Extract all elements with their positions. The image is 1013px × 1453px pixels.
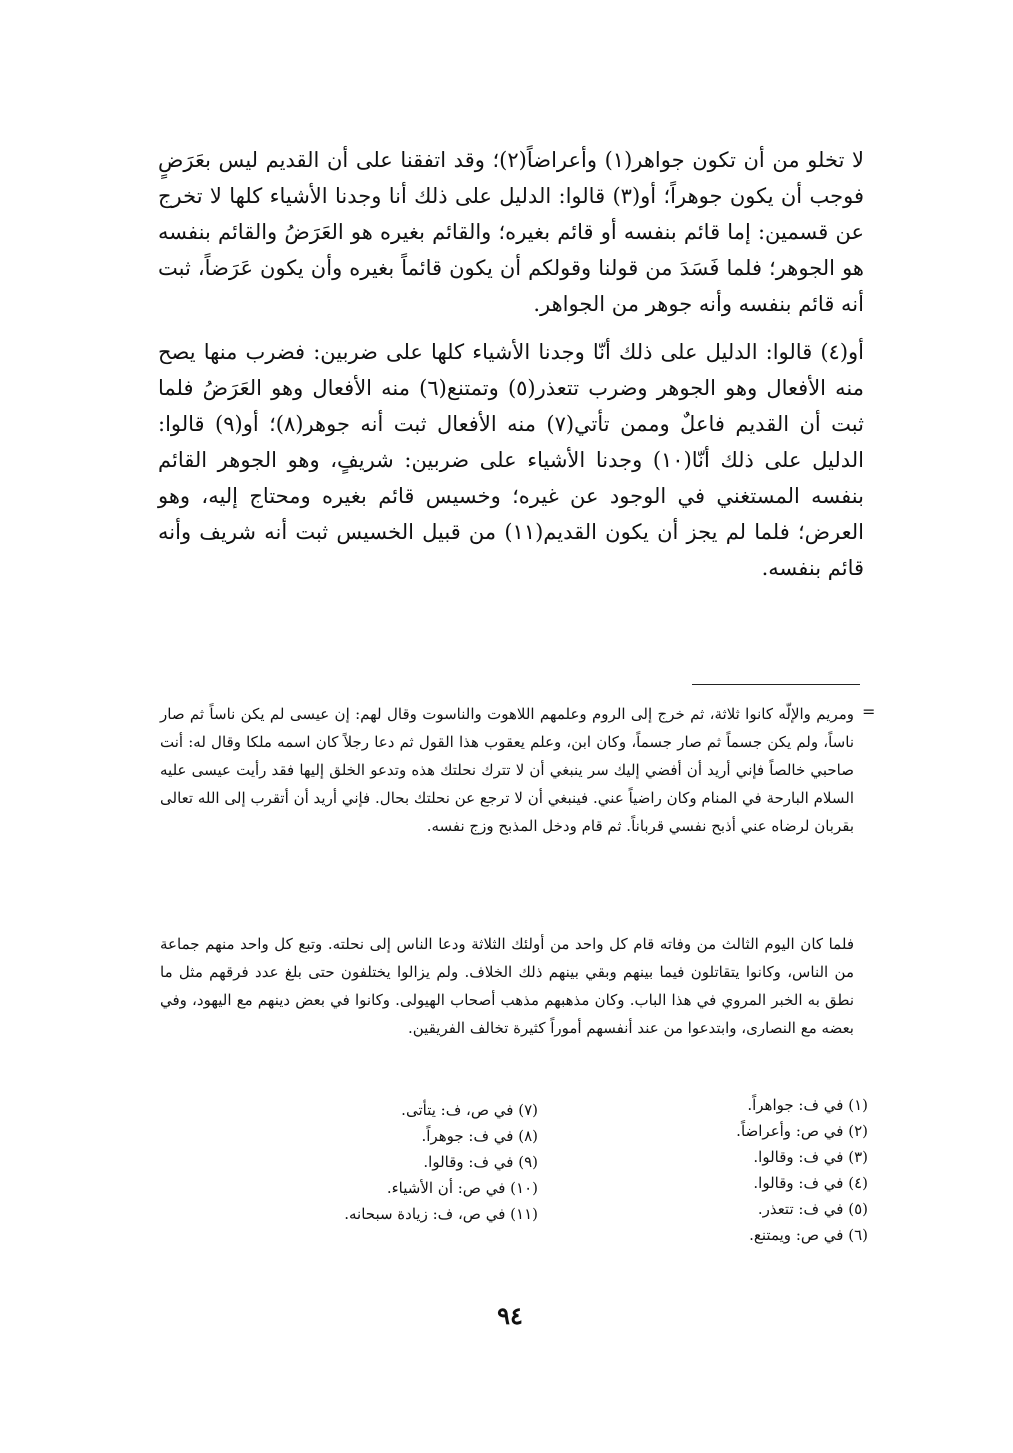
main-paragraph-1: لا تخلو من أن تكون جواهر(١) وأعراضاً(٢)؛ وقد اتفقنا على أن القديم ليس بعَرَضٍ فوجب أن يكون جوهراً؛ أو(٣) قالوا: الدليل على ذلك أنا وجدنا الأشياء كلها لا تخرج عن قسمين: إما قائم بنفسه أو قائم بغيره؛ والقائم بغيره هو العَرَضُ والقائم بنفسه هو الجوهر؛ فلما فَسَدَ من قولنا وقولكم أن يكون قائماً بغيره وأن يكون عَرَضاً، ثبت أنه قائم بنفسه وأنه جوهر من الجواهر. (158, 148, 864, 316)
footnote-5: (٥) في ف: تتعذر. (757, 1200, 868, 1218)
main-text (158, 142, 864, 586)
continued-note-paragraph-2: فلما كان اليوم الثالث من وفاته قام كل واحد من أولئك الثلاثة ودعا الناس إلى نحلته. وتبع كل واحد منهم جماعة من الناس، وكانوا يتقاتلون فيما بينهم وبقي بينهم ذلك الخلاف. ولم يزالوا يختلفون حتى بلغ عدد فرقهم مثل ما نطق به الخبر المروي في هذا الباب. وكان مذهبهم مذهب أصحاب الهيولى. وكانوا في بعض دينهم مع اليهود، وفي بعضه مع النصارى، وابتدعوا من عند أنفسهم أموراً كثيرة تخالف الفريقين. (160, 935, 854, 1037)
footnote-8: (٨) في ف: جوهراً. (421, 1127, 538, 1145)
footnotes-right-column (608, 1092, 868, 1248)
main-paragraph-2: أو(٤) قالوا: الدليل على ذلك أنّا وجدنا الأشياء كلها على ضربين: فضرب منها يصح منه الأفعال وهو الجوهر وضرب تتعذر(٥) وتمتنع(٦) منه الأفعال وهو العَرَضُ فلما ثبت أن القديم فاعلٌ وممن تأتي(٧) منه الأفعال ثبت أنه جوهر(٨)؛ أو(٩) قالوا: الدليل على ذلك أنّا(١٠) وجدنا الأشياء على ضربين: شريفٍ، وهو الجوهر القائم بنفسه المستغني في الوجود عن غيره؛ وخسيس قائم بغيره ومحتاج إليه، وهو العرض؛ فلما لم يجز أن يكون القديم(١١) من قبيل الخسيس ثبت أنه شريف وأنه قائم بنفسه. (158, 340, 864, 580)
footnote-4: (٤) في ف: وقالوا. (753, 1174, 868, 1192)
footnotes (158, 1092, 868, 1282)
footnote-6: (٦) في ص: ويمتنع. (749, 1226, 868, 1244)
footnote-10: (١٠) في ص: أن الأشياء. (386, 1179, 538, 1197)
footnote-3: (٣) في ف: وقالوا. (753, 1148, 868, 1166)
continued-note-paragraph-1: ومريم والإلّه كانوا ثلاثة، ثم خرج إلى الروم وعلمهم اللاهوت والناسوت وقال لهم: إن عيسى لم يكن ناساً ثم صار ناساً، ولم يكن جسماً ثم صار جسماً، وكان ابن، وعلم يعقوب هذا القول ثم دعا رجلاً كان اسمه ملكا وقال له: أنت صاحبي خالصاً فإني أريد أن أفضي إليك سر ينبغي أن لا تترك نحلتك هذه وتدعو الخلق إليها فقد رأيت عيسى عليه السلام البارحة في المنام وكان راضياً عني. فينبغي أن لا ترجع عن نحلتك بحال. فإني أريد أن أتقرب إلى الله تعالى بقربان لرضاه عني أذبح نفسي قرباناً. ثم قام ودخل المذبح وزج نفسه. (160, 705, 854, 835)
footnote-7: (٧) في ص، ف: يتأتى. (401, 1101, 538, 1119)
continued-note-mark: = (862, 702, 876, 721)
footnote-9: (٩) في ف: وقالوا. (423, 1153, 538, 1171)
footnote-2: (٢) في ص: وأعراضاً. (736, 1122, 868, 1140)
footnotes-left-column (258, 1097, 538, 1227)
footnote-1: (١) في ف: جواهراً. (747, 1096, 868, 1114)
footnote-separator-rule (692, 684, 860, 685)
page-number: ٩٤ (497, 1301, 523, 1330)
footnote-11: (١١) في ص، ف: زيادة سبحانه. (344, 1205, 538, 1223)
